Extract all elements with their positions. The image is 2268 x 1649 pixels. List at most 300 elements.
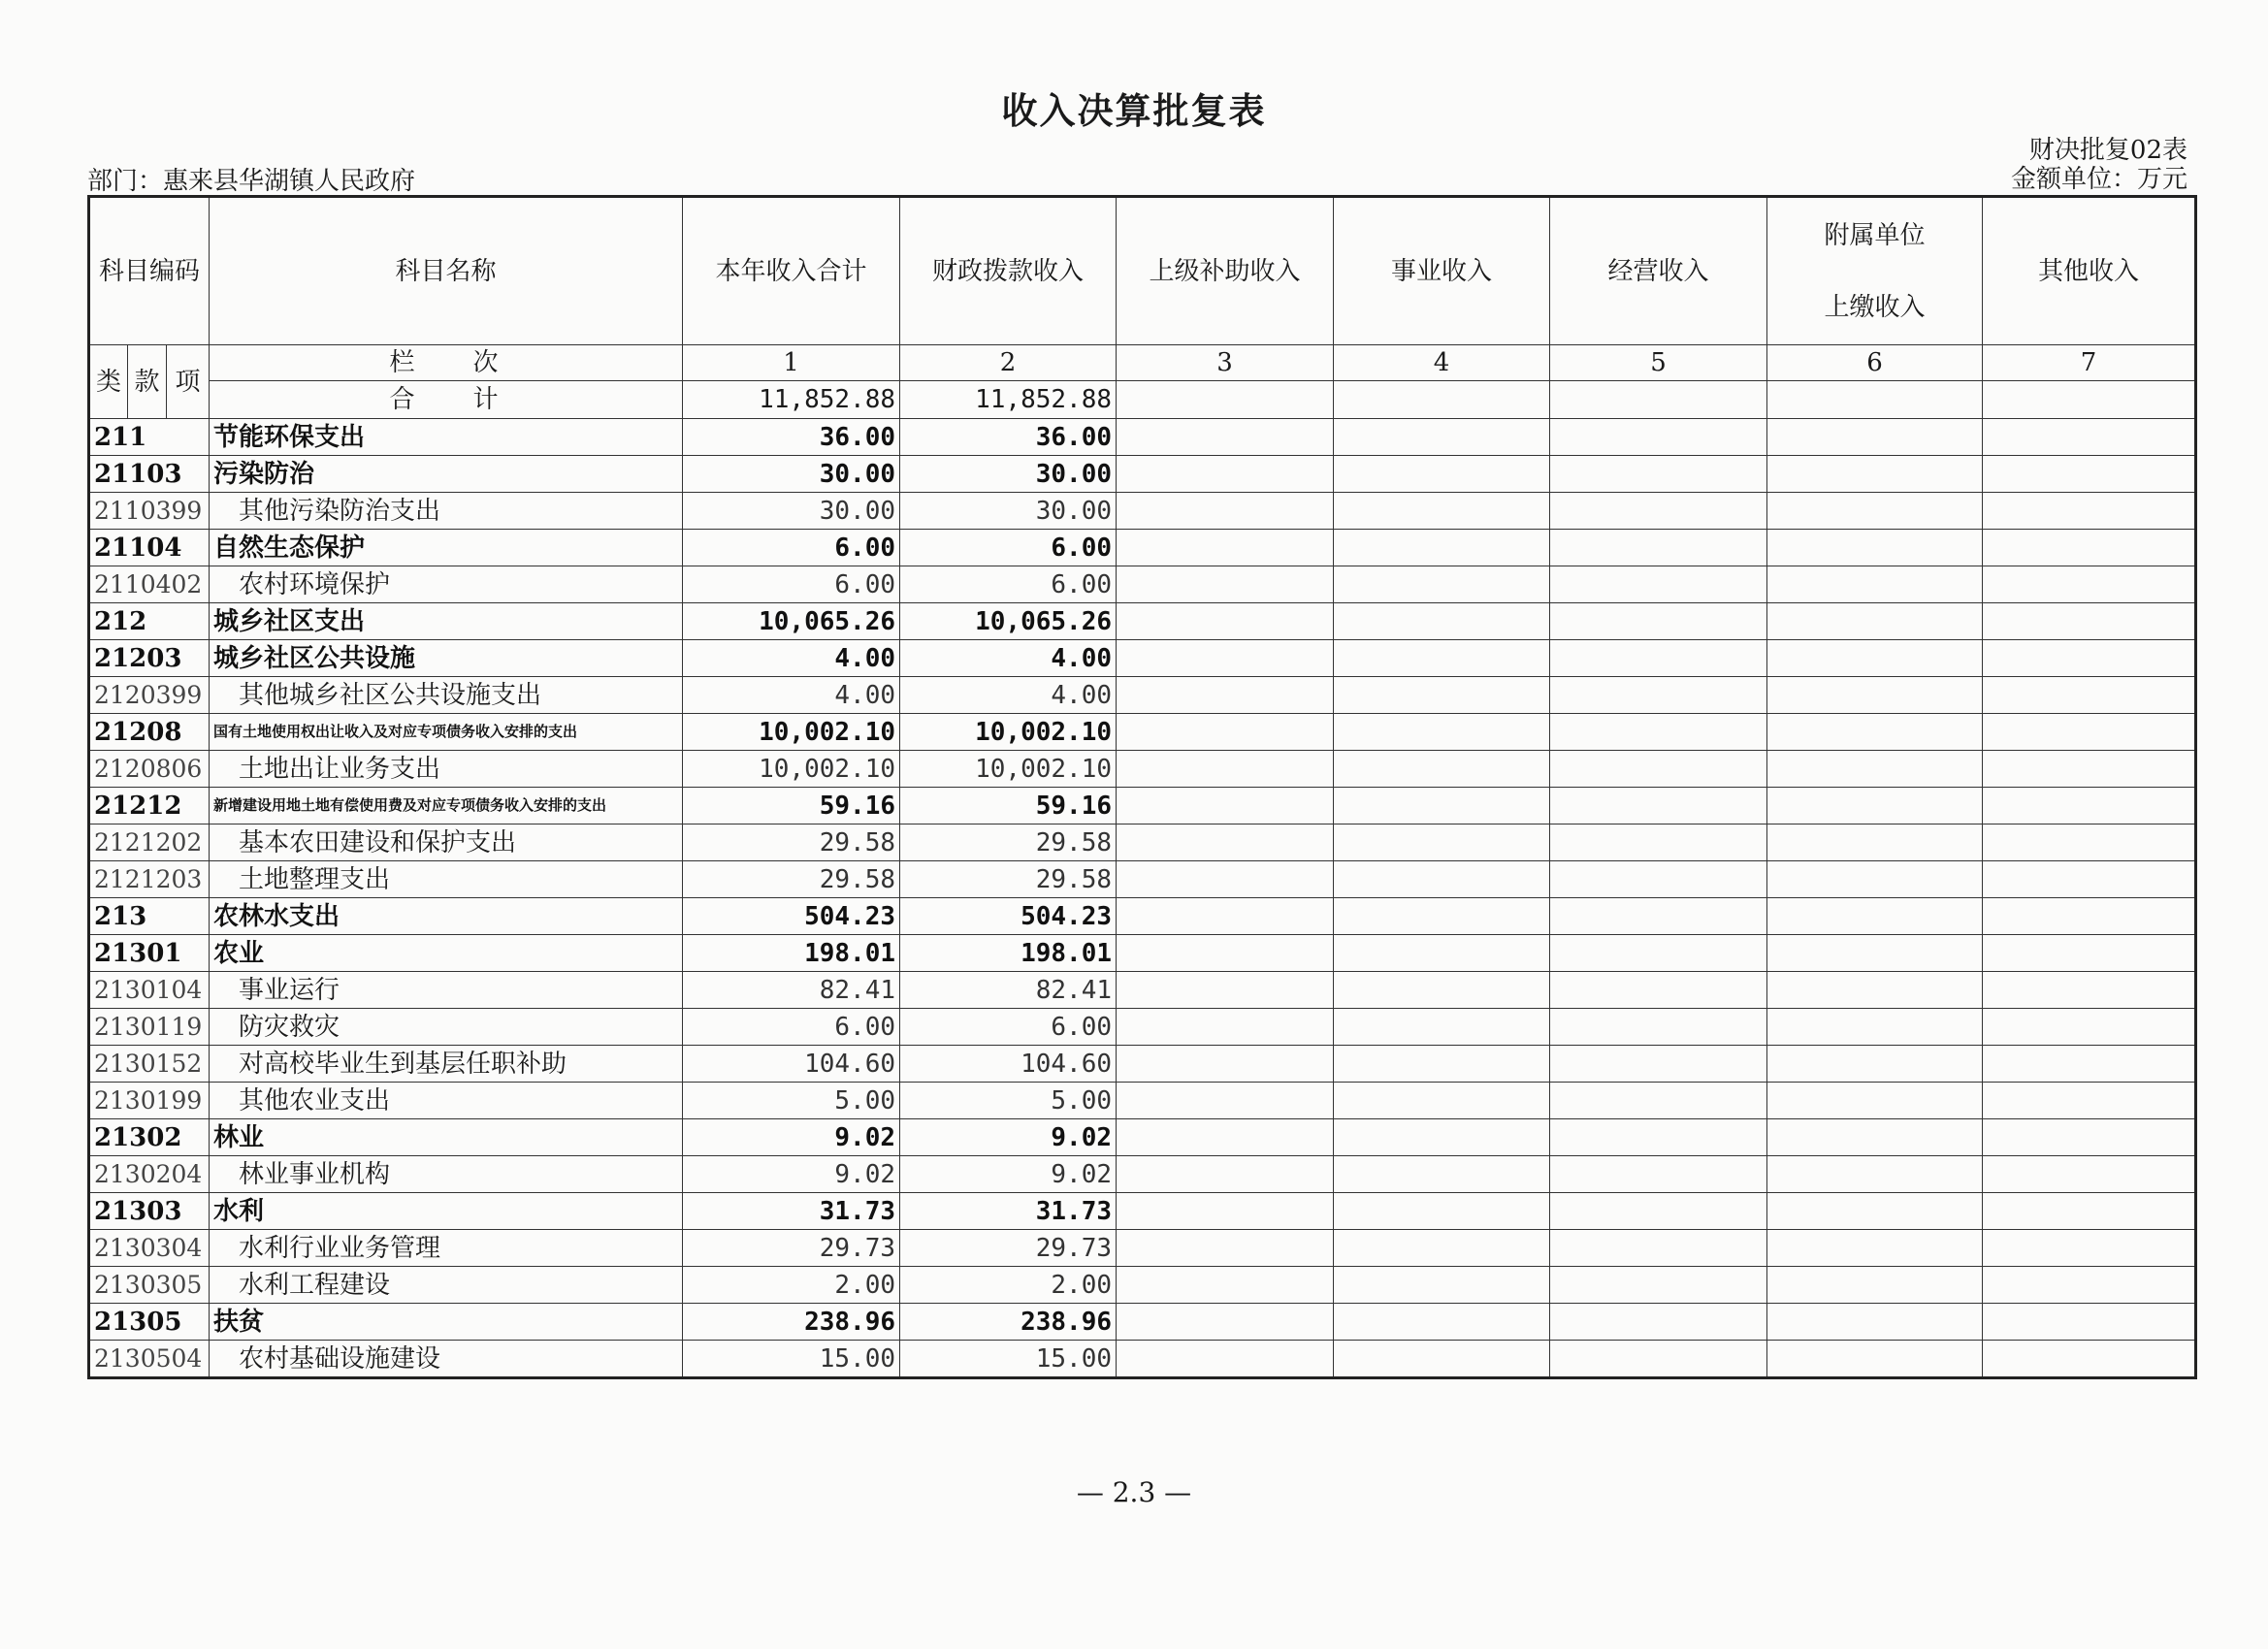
row-code: 213 xyxy=(89,898,210,935)
row-total: 6.00 xyxy=(683,530,900,566)
row-total: 29.58 xyxy=(683,861,900,898)
empty-cell xyxy=(1117,381,1334,419)
row-name: 农村基础设施建设 xyxy=(210,1341,683,1378)
empty-cell xyxy=(1550,1267,1767,1304)
row-fiscal: 198.01 xyxy=(900,935,1117,972)
row-name: 节能环保支出 xyxy=(210,419,683,456)
empty-cell xyxy=(1117,419,1334,456)
empty-cell xyxy=(1767,1267,1983,1304)
table-row xyxy=(89,824,2196,861)
row-fiscal: 10,002.10 xyxy=(900,751,1117,788)
empty-cell xyxy=(1117,640,1334,677)
empty-cell xyxy=(1550,935,1767,972)
row-total: 82.41 xyxy=(683,972,900,1009)
table-row xyxy=(89,1267,2196,1304)
col-number-3: 3 xyxy=(1117,345,1334,381)
row-code: 2121202 xyxy=(89,824,210,861)
row-total: 15.00 xyxy=(683,1341,900,1378)
empty-cell xyxy=(1550,419,1767,456)
row-fiscal: 82.41 xyxy=(900,972,1117,1009)
empty-cell xyxy=(1767,1304,1983,1341)
row-total: 4.00 xyxy=(683,640,900,677)
row-code: 2121203 xyxy=(89,861,210,898)
row-fiscal: 36.00 xyxy=(900,419,1117,456)
row-code: 2130504 xyxy=(89,1341,210,1378)
empty-cell xyxy=(1983,456,2196,493)
table-row xyxy=(89,751,2196,788)
empty-cell xyxy=(1550,566,1767,603)
empty-cell xyxy=(1767,640,1983,677)
table-row xyxy=(89,898,2196,935)
row-name: 水利行业业务管理 xyxy=(210,1230,683,1267)
empty-cell xyxy=(1117,1267,1334,1304)
table-row xyxy=(89,1304,2196,1341)
empty-cell xyxy=(1117,603,1334,640)
empty-cell xyxy=(1334,824,1550,861)
row-name: 城乡社区支出 xyxy=(210,603,683,640)
empty-cell xyxy=(1983,1341,2196,1378)
row-name: 其他农业支出 xyxy=(210,1083,683,1119)
empty-cell xyxy=(1767,1046,1983,1083)
header-code: 科目编码 xyxy=(89,197,210,345)
row-code: 2110402 xyxy=(89,566,210,603)
empty-cell xyxy=(1334,566,1550,603)
empty-cell xyxy=(1550,640,1767,677)
row-total: 5.00 xyxy=(683,1083,900,1119)
table-row xyxy=(89,640,2196,677)
row-fiscal: 29.73 xyxy=(900,1230,1117,1267)
empty-cell xyxy=(1117,861,1334,898)
empty-cell xyxy=(1767,1119,1983,1156)
empty-cell xyxy=(1334,972,1550,1009)
empty-cell xyxy=(1550,1046,1767,1083)
row-fiscal: 59.16 xyxy=(900,788,1117,824)
row-code: 2130305 xyxy=(89,1267,210,1304)
row-name: 林业 xyxy=(210,1119,683,1156)
row-total: 9.02 xyxy=(683,1156,900,1193)
row-total: 29.58 xyxy=(683,824,900,861)
empty-cell xyxy=(1550,1193,1767,1230)
empty-cell xyxy=(1334,898,1550,935)
empty-cell xyxy=(1117,566,1334,603)
empty-cell xyxy=(1550,714,1767,751)
empty-cell xyxy=(1767,972,1983,1009)
row-code: 21212 xyxy=(89,788,210,824)
table-body xyxy=(89,419,2196,1378)
empty-cell xyxy=(1334,788,1550,824)
table-row xyxy=(89,1193,2196,1230)
empty-cell xyxy=(1334,677,1550,714)
department-label: 部门：惠来县华湖镇人民政府 xyxy=(87,167,416,196)
empty-cell xyxy=(1983,566,2196,603)
row-name: 扶贫 xyxy=(210,1304,683,1341)
row-fiscal: 30.00 xyxy=(900,493,1117,530)
row-code: 21203 xyxy=(89,640,210,677)
header-superior: 上级补助收入 xyxy=(1117,197,1334,345)
empty-cell xyxy=(1767,1193,1983,1230)
empty-cell xyxy=(1334,1009,1550,1046)
table-row xyxy=(89,1119,2196,1156)
column-number-row xyxy=(89,345,2196,381)
row-code: 21305 xyxy=(89,1304,210,1341)
empty-cell xyxy=(1550,530,1767,566)
row-name: 土地整理支出 xyxy=(210,861,683,898)
empty-cell xyxy=(1550,381,1767,419)
empty-cell xyxy=(1983,898,2196,935)
empty-cell xyxy=(1767,824,1983,861)
row-code: 2130119 xyxy=(89,1009,210,1046)
grand-total-amount: 11,852.88 xyxy=(683,381,900,419)
table-row xyxy=(89,861,2196,898)
empty-cell xyxy=(1983,1009,2196,1046)
empty-cell xyxy=(1983,381,2196,419)
empty-cell xyxy=(1117,898,1334,935)
col-number-5: 5 xyxy=(1550,345,1767,381)
row-name: 污染防治 xyxy=(210,456,683,493)
empty-cell xyxy=(1767,1156,1983,1193)
empty-cell xyxy=(1983,1119,2196,1156)
row-total: 10,002.10 xyxy=(683,751,900,788)
empty-cell xyxy=(1767,530,1983,566)
row-fiscal: 29.58 xyxy=(900,824,1117,861)
empty-cell xyxy=(1550,493,1767,530)
empty-cell xyxy=(1334,603,1550,640)
empty-cell xyxy=(1117,714,1334,751)
empty-cell xyxy=(1767,603,1983,640)
col-number-2: 2 xyxy=(900,345,1117,381)
income-settlement-table xyxy=(87,195,2197,1379)
empty-cell xyxy=(1767,677,1983,714)
empty-cell xyxy=(1767,861,1983,898)
report-title: 收入决算批复表 xyxy=(1001,90,1267,132)
header-name: 科目名称 xyxy=(210,197,683,345)
table-row xyxy=(89,1230,2196,1267)
empty-cell xyxy=(1117,824,1334,861)
empty-cell xyxy=(1334,861,1550,898)
empty-cell xyxy=(1117,972,1334,1009)
empty-cell xyxy=(1983,677,2196,714)
col-number-6: 6 xyxy=(1767,345,1983,381)
row-fiscal: 9.02 xyxy=(900,1156,1117,1193)
empty-cell xyxy=(1334,1156,1550,1193)
sub-lei: 类 xyxy=(89,345,128,419)
empty-cell xyxy=(1334,935,1550,972)
row-code: 21301 xyxy=(89,935,210,972)
table-row xyxy=(89,714,2196,751)
row-fiscal: 104.60 xyxy=(900,1046,1117,1083)
row-code: 2130204 xyxy=(89,1156,210,1193)
row-name: 农村环境保护 xyxy=(210,566,683,603)
row-fiscal: 31.73 xyxy=(900,1193,1117,1230)
row-fiscal: 15.00 xyxy=(900,1341,1117,1378)
row-code: 21303 xyxy=(89,1193,210,1230)
empty-cell xyxy=(1983,1156,2196,1193)
row-total: 29.73 xyxy=(683,1230,900,1267)
empty-cell xyxy=(1550,677,1767,714)
empty-cell xyxy=(1550,1304,1767,1341)
row-code: 211 xyxy=(89,419,210,456)
table-row xyxy=(89,1083,2196,1119)
row-fiscal: 6.00 xyxy=(900,1009,1117,1046)
row-fiscal: 4.00 xyxy=(900,677,1117,714)
header-affiliated xyxy=(1767,197,1983,345)
row-code: 2120806 xyxy=(89,751,210,788)
row-name: 其他污染防治支出 xyxy=(210,493,683,530)
row-total: 6.00 xyxy=(683,1009,900,1046)
empty-cell xyxy=(1767,493,1983,530)
empty-cell xyxy=(1767,456,1983,493)
row-total: 504.23 xyxy=(683,898,900,935)
col-number-7: 7 xyxy=(1983,345,2196,381)
row-code: 21208 xyxy=(89,714,210,751)
empty-cell xyxy=(1767,419,1983,456)
header-affiliated-line1: 附属单位 xyxy=(1824,220,1926,250)
empty-cell xyxy=(1983,603,2196,640)
row-code: 21302 xyxy=(89,1119,210,1156)
empty-cell xyxy=(1117,1193,1334,1230)
empty-cell xyxy=(1550,1119,1767,1156)
row-name: 水利工程建设 xyxy=(210,1267,683,1304)
row-name: 其他城乡社区公共设施支出 xyxy=(210,677,683,714)
empty-cell xyxy=(1983,640,2196,677)
row-fiscal: 29.58 xyxy=(900,861,1117,898)
empty-cell xyxy=(1117,1119,1334,1156)
row-name: 基本农田建设和保护支出 xyxy=(210,824,683,861)
empty-cell xyxy=(1983,1230,2196,1267)
empty-cell xyxy=(1550,603,1767,640)
empty-cell xyxy=(1983,493,2196,530)
empty-cell xyxy=(1550,824,1767,861)
table-row xyxy=(89,566,2196,603)
row-code: 212 xyxy=(89,603,210,640)
empty-cell xyxy=(1767,935,1983,972)
header-affiliated-line2: 上缴收入 xyxy=(1824,292,1926,322)
row-fiscal: 10,065.26 xyxy=(900,603,1117,640)
row-name: 农林水支出 xyxy=(210,898,683,935)
empty-cell xyxy=(1983,530,2196,566)
row-code: 2130199 xyxy=(89,1083,210,1119)
empty-cell xyxy=(1550,1341,1767,1378)
empty-cell xyxy=(1117,751,1334,788)
row-name: 国有土地使用权出让收入及对应专项债务收入安排的支出 xyxy=(210,714,683,751)
empty-cell xyxy=(1767,1341,1983,1378)
empty-cell xyxy=(1334,456,1550,493)
row-code: 2130152 xyxy=(89,1046,210,1083)
row-code: 2120399 xyxy=(89,677,210,714)
table-row xyxy=(89,1046,2196,1083)
col-number-4: 4 xyxy=(1334,345,1550,381)
empty-cell xyxy=(1983,751,2196,788)
amount-unit: 金额单位：万元 xyxy=(2010,165,2187,194)
row-total: 36.00 xyxy=(683,419,900,456)
empty-cell xyxy=(1550,788,1767,824)
row-fiscal: 5.00 xyxy=(900,1083,1117,1119)
empty-cell xyxy=(1334,381,1550,419)
row-total: 10,002.10 xyxy=(683,714,900,751)
row-fiscal: 30.00 xyxy=(900,456,1117,493)
empty-cell xyxy=(1767,788,1983,824)
empty-cell xyxy=(1334,530,1550,566)
empty-cell xyxy=(1334,1046,1550,1083)
row-name: 防灾救灾 xyxy=(210,1009,683,1046)
empty-cell xyxy=(1983,1304,2196,1341)
row-total: 10,065.26 xyxy=(683,603,900,640)
empty-cell xyxy=(1117,788,1334,824)
row-total: 30.00 xyxy=(683,493,900,530)
row-total: 9.02 xyxy=(683,1119,900,1156)
empty-cell xyxy=(1117,530,1334,566)
empty-cell xyxy=(1767,1083,1983,1119)
empty-cell xyxy=(1767,1230,1983,1267)
empty-cell xyxy=(1983,1267,2196,1304)
row-name: 水利 xyxy=(210,1193,683,1230)
empty-cell xyxy=(1117,1304,1334,1341)
header-business: 事业收入 xyxy=(1334,197,1550,345)
page-number: — 2.3 — xyxy=(1076,1476,1192,1508)
empty-cell xyxy=(1983,788,2196,824)
empty-cell xyxy=(1767,898,1983,935)
empty-cell xyxy=(1334,493,1550,530)
row-total: 2.00 xyxy=(683,1267,900,1304)
table-row xyxy=(89,456,2196,493)
row-code: 2130104 xyxy=(89,972,210,1009)
empty-cell xyxy=(1334,640,1550,677)
empty-cell xyxy=(1550,972,1767,1009)
row-fiscal: 4.00 xyxy=(900,640,1117,677)
col-number-1: 1 xyxy=(683,345,900,381)
empty-cell xyxy=(1117,1009,1334,1046)
row-total: 4.00 xyxy=(683,677,900,714)
row-fiscal: 2.00 xyxy=(900,1267,1117,1304)
empty-cell xyxy=(1334,1193,1550,1230)
empty-cell xyxy=(1334,1267,1550,1304)
empty-cell xyxy=(1117,493,1334,530)
table-row xyxy=(89,677,2196,714)
sub-lanci: 栏次 xyxy=(210,345,683,381)
row-fiscal: 504.23 xyxy=(900,898,1117,935)
empty-cell xyxy=(1550,861,1767,898)
table-row xyxy=(89,603,2196,640)
row-name: 自然生态保护 xyxy=(210,530,683,566)
header-fiscal: 财政拨款收入 xyxy=(900,197,1117,345)
empty-cell xyxy=(1767,714,1983,751)
empty-cell xyxy=(1117,1230,1334,1267)
table-row xyxy=(89,1009,2196,1046)
table-row xyxy=(89,1341,2196,1378)
row-code: 21103 xyxy=(89,456,210,493)
row-fiscal: 9.02 xyxy=(900,1119,1117,1156)
empty-cell xyxy=(1767,751,1983,788)
table-row xyxy=(89,1156,2196,1193)
empty-cell xyxy=(1550,1156,1767,1193)
empty-cell xyxy=(1550,1230,1767,1267)
row-name: 城乡社区公共设施 xyxy=(210,640,683,677)
empty-cell xyxy=(1767,566,1983,603)
empty-cell xyxy=(1767,1009,1983,1046)
header-total: 本年收入合计 xyxy=(683,197,900,345)
row-total: 31.73 xyxy=(683,1193,900,1230)
grand-total-label: 合计 xyxy=(210,381,683,419)
row-fiscal: 238.96 xyxy=(900,1304,1117,1341)
row-total: 198.01 xyxy=(683,935,900,972)
empty-cell xyxy=(1117,677,1334,714)
row-name: 土地出让业务支出 xyxy=(210,751,683,788)
empty-cell xyxy=(1334,419,1550,456)
header-operating: 经营收入 xyxy=(1550,197,1767,345)
empty-cell xyxy=(1550,751,1767,788)
row-total: 59.16 xyxy=(683,788,900,824)
empty-cell xyxy=(1550,1009,1767,1046)
empty-cell xyxy=(1983,714,2196,751)
row-total: 238.96 xyxy=(683,1304,900,1341)
empty-cell xyxy=(1983,1083,2196,1119)
row-fiscal: 10,002.10 xyxy=(900,714,1117,751)
empty-cell xyxy=(1117,1083,1334,1119)
header-other: 其他收入 xyxy=(1983,197,2196,345)
table-row xyxy=(89,530,2196,566)
row-total: 6.00 xyxy=(683,566,900,603)
table-row xyxy=(89,935,2196,972)
row-code: 2110399 xyxy=(89,493,210,530)
form-number: 财决批复02表 xyxy=(2028,136,2187,165)
row-name: 对高校毕业生到基层任职补助 xyxy=(210,1046,683,1083)
sub-kuan: 款 xyxy=(128,345,167,419)
table-row xyxy=(89,788,2196,824)
empty-cell xyxy=(1983,935,2196,972)
table-row xyxy=(89,972,2196,1009)
grand-total-fiscal: 11,852.88 xyxy=(900,381,1117,419)
sub-xiang: 项 xyxy=(167,345,210,419)
row-total: 30.00 xyxy=(683,456,900,493)
empty-cell xyxy=(1334,1083,1550,1119)
row-fiscal: 6.00 xyxy=(900,530,1117,566)
row-name: 事业运行 xyxy=(210,972,683,1009)
empty-cell xyxy=(1334,1341,1550,1378)
empty-cell xyxy=(1983,419,2196,456)
empty-cell xyxy=(1983,972,2196,1009)
empty-cell xyxy=(1334,1304,1550,1341)
row-code: 21104 xyxy=(89,530,210,566)
empty-cell xyxy=(1117,456,1334,493)
empty-cell xyxy=(1983,1046,2196,1083)
empty-cell xyxy=(1117,1156,1334,1193)
row-fiscal: 6.00 xyxy=(900,566,1117,603)
empty-cell xyxy=(1334,714,1550,751)
empty-cell xyxy=(1550,1083,1767,1119)
table-row xyxy=(89,419,2196,456)
table-row xyxy=(89,493,2196,530)
row-total: 104.60 xyxy=(683,1046,900,1083)
row-name: 新增建设用地土地有偿使用费及对应专项债务收入安排的支出 xyxy=(210,788,683,824)
empty-cell xyxy=(1334,1119,1550,1156)
row-code: 2130304 xyxy=(89,1230,210,1267)
header-row xyxy=(89,197,2196,345)
empty-cell xyxy=(1334,751,1550,788)
empty-cell xyxy=(1983,824,2196,861)
row-name: 农业 xyxy=(210,935,683,972)
empty-cell xyxy=(1117,1046,1334,1083)
empty-cell xyxy=(1983,861,2196,898)
empty-cell xyxy=(1550,456,1767,493)
empty-cell xyxy=(1334,1230,1550,1267)
empty-cell xyxy=(1983,1193,2196,1230)
grand-total-row xyxy=(89,381,2196,419)
empty-cell xyxy=(1767,381,1983,419)
row-name: 林业事业机构 xyxy=(210,1156,683,1193)
empty-cell xyxy=(1550,898,1767,935)
empty-cell xyxy=(1117,935,1334,972)
empty-cell xyxy=(1117,1341,1334,1378)
